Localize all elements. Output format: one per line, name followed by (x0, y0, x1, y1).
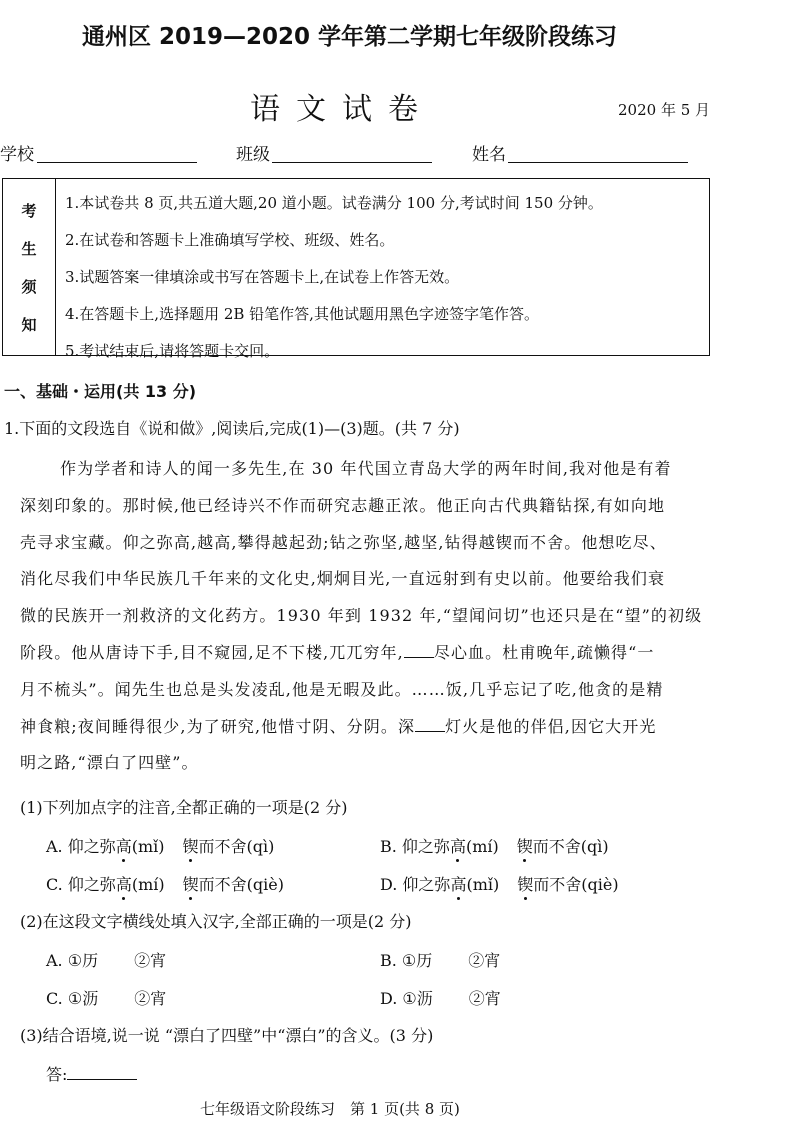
option-text: A. ①历 (46, 951, 99, 970)
fill-blank-2[interactable] (415, 717, 445, 732)
option-2b[interactable] (380, 948, 500, 971)
exam-header-title: 通州区 2019—2020 学年第二学期七年级阶段练习 (82, 24, 618, 50)
reading-passage (20, 451, 712, 782)
option-text: D. 仰之弥 (380, 875, 451, 894)
subquestion-1: (1)下列加点字的注音,全都正确的一项是(2 分) (20, 798, 348, 817)
pinyin: (mí) (465, 837, 499, 856)
option-text: ②宵 (468, 989, 501, 1008)
exam-date: 2020 年 5 月 (618, 101, 711, 119)
option-2d[interactable] (380, 986, 501, 1009)
dotted-char: 高 (115, 837, 132, 856)
option-1c[interactable] (46, 872, 284, 895)
pinyin: (mǐ) (131, 837, 165, 856)
name-label: 姓名 (472, 145, 506, 165)
page-footer: 七年级语文阶段练习 第 1 页(共 8 页) (200, 1100, 460, 1118)
pinyin: (mǐ) (466, 875, 500, 894)
option-text: C. 仰之弥 (46, 875, 116, 894)
passage-text: 阶段。他从唐诗下手,目不窥园,足不下楼,兀兀穷年, (20, 642, 404, 662)
option-2a[interactable] (46, 948, 166, 971)
dotted-char: 锲 (516, 837, 533, 856)
option-text: 而不舍(qì) (532, 837, 609, 856)
notice-label-char: 知 (21, 315, 37, 334)
option-text: C. ①沥 (46, 989, 99, 1008)
passage-line (20, 709, 712, 746)
notice-item: 2.在试卷和答题卡上准确填写学校、班级、姓名。 (65, 231, 395, 249)
option-2c[interactable] (46, 986, 166, 1009)
class-label: 班级 (236, 145, 270, 165)
passage-line: 深刻印象的。那时候,他已经诗兴不作而研究志趣正浓。他正向古代典籍钻探,有如向地 (20, 495, 666, 515)
option-text: 而不舍(qiè) (533, 875, 619, 894)
notice-label-char: 须 (21, 277, 37, 296)
option-1b[interactable] (380, 834, 609, 857)
answer-input-line[interactable] (67, 1067, 137, 1080)
option-text: 而不舍(qiè) (198, 875, 284, 894)
answer-label: 答: (46, 1065, 68, 1084)
option-text: ②宵 (468, 951, 501, 970)
option-text: B. ①历 (380, 951, 433, 970)
pinyin: (mí) (131, 875, 165, 894)
notice-item: 1.本试卷共 8 页,共五道大题,20 道小题。试卷满分 100 分,考试时间 150 分钟。 (65, 194, 603, 212)
notice-item: 4.在答题卡上,选择题用 2B 铅笔作答,其他试题用黑色字迹签字笔作答。 (65, 305, 539, 323)
answer-area (46, 1062, 137, 1085)
student-info-row (0, 140, 794, 170)
passage-line: 消化尽我们中华民族几千年来的文化史,炯炯目光,一直远射到有史以前。他要给我们衰 (20, 569, 666, 589)
notice-label-char: 考 (21, 201, 37, 220)
option-text: ②宵 (134, 989, 167, 1008)
dotted-char: 高 (450, 875, 467, 894)
notice-label (3, 179, 56, 355)
exam-notice-box (2, 178, 710, 360)
passage-line: 微的民族开一剂救济的文化药方。1930 年到 1932 年,“望闻问切”也还只是在“望”的初级 (20, 606, 703, 626)
question-1-intro: 1.下面的文段选自《说和做》,阅读后,完成(1)—(3)题。(共 7 分) (4, 419, 460, 438)
fill-blank-1[interactable] (404, 643, 434, 658)
subject-title: 语文试卷 (250, 92, 434, 127)
name-field[interactable] (508, 162, 688, 163)
dotted-char: 高 (449, 837, 466, 856)
dotted-char: 锲 (182, 875, 199, 894)
passage-line (20, 635, 712, 672)
dotted-char: 锲 (517, 875, 534, 894)
notice-item: 3.试题答案一律填涂或书写在答题卡上,在试卷上作答无效。 (65, 268, 460, 286)
option-1d[interactable] (380, 872, 619, 895)
subquestion-3: (3)结合语境,说一说 “漂白了四壁”中“漂白”的含义。(3 分) (20, 1026, 434, 1045)
passage-text: 神食粮;夜间睡得很少,为了研究,他惜寸阴、分阴。深 (20, 716, 416, 736)
passage-line: 明之路,“漂白了四壁”。 (20, 753, 199, 773)
passage-line: 月不梳头”。闻先生也总是头发凌乱,他是无暇及此。……饭,几乎忘记了吃,他贪的是精 (20, 679, 664, 699)
passage-line: 作为学者和诗人的闻一多先生,在 30 年代国立青岛大学的两年时间,我对他是有着 (60, 459, 672, 478)
option-text: 而不舍(qì) (198, 837, 275, 856)
option-text: ②宵 (134, 951, 167, 970)
dotted-char: 锲 (182, 837, 199, 856)
passage-text: 灯火是他的伴侣,因它大开光 (445, 716, 657, 736)
school-field[interactable] (37, 162, 197, 163)
option-1a[interactable] (46, 834, 274, 857)
notice-item: 5.考试结束后,请将答题卡交回。 (65, 342, 280, 360)
notice-items (65, 185, 603, 370)
option-text: D. ①沥 (380, 989, 433, 1008)
passage-text: 尽心血。杜甫晚年,疏懒得“一 (433, 642, 655, 662)
section-title: 一、基础・运用(共 13 分) (4, 382, 197, 401)
passage-line: 壳寻求宝藏。仰之弥高,越高,攀得越起劲;钻之弥坚,越坚,钻得越锲而不舍。他想吃尽、 (20, 532, 667, 552)
school-label: 学校 (0, 145, 34, 165)
option-text: B. 仰之弥 (380, 837, 450, 856)
class-field[interactable] (272, 162, 432, 163)
subquestion-2: (2)在这段文字横线处填入汉字,全部正确的一项是(2 分) (20, 912, 412, 931)
option-text: A. 仰之弥 (46, 837, 116, 856)
notice-label-char: 生 (21, 239, 37, 258)
dotted-char: 高 (115, 875, 132, 894)
